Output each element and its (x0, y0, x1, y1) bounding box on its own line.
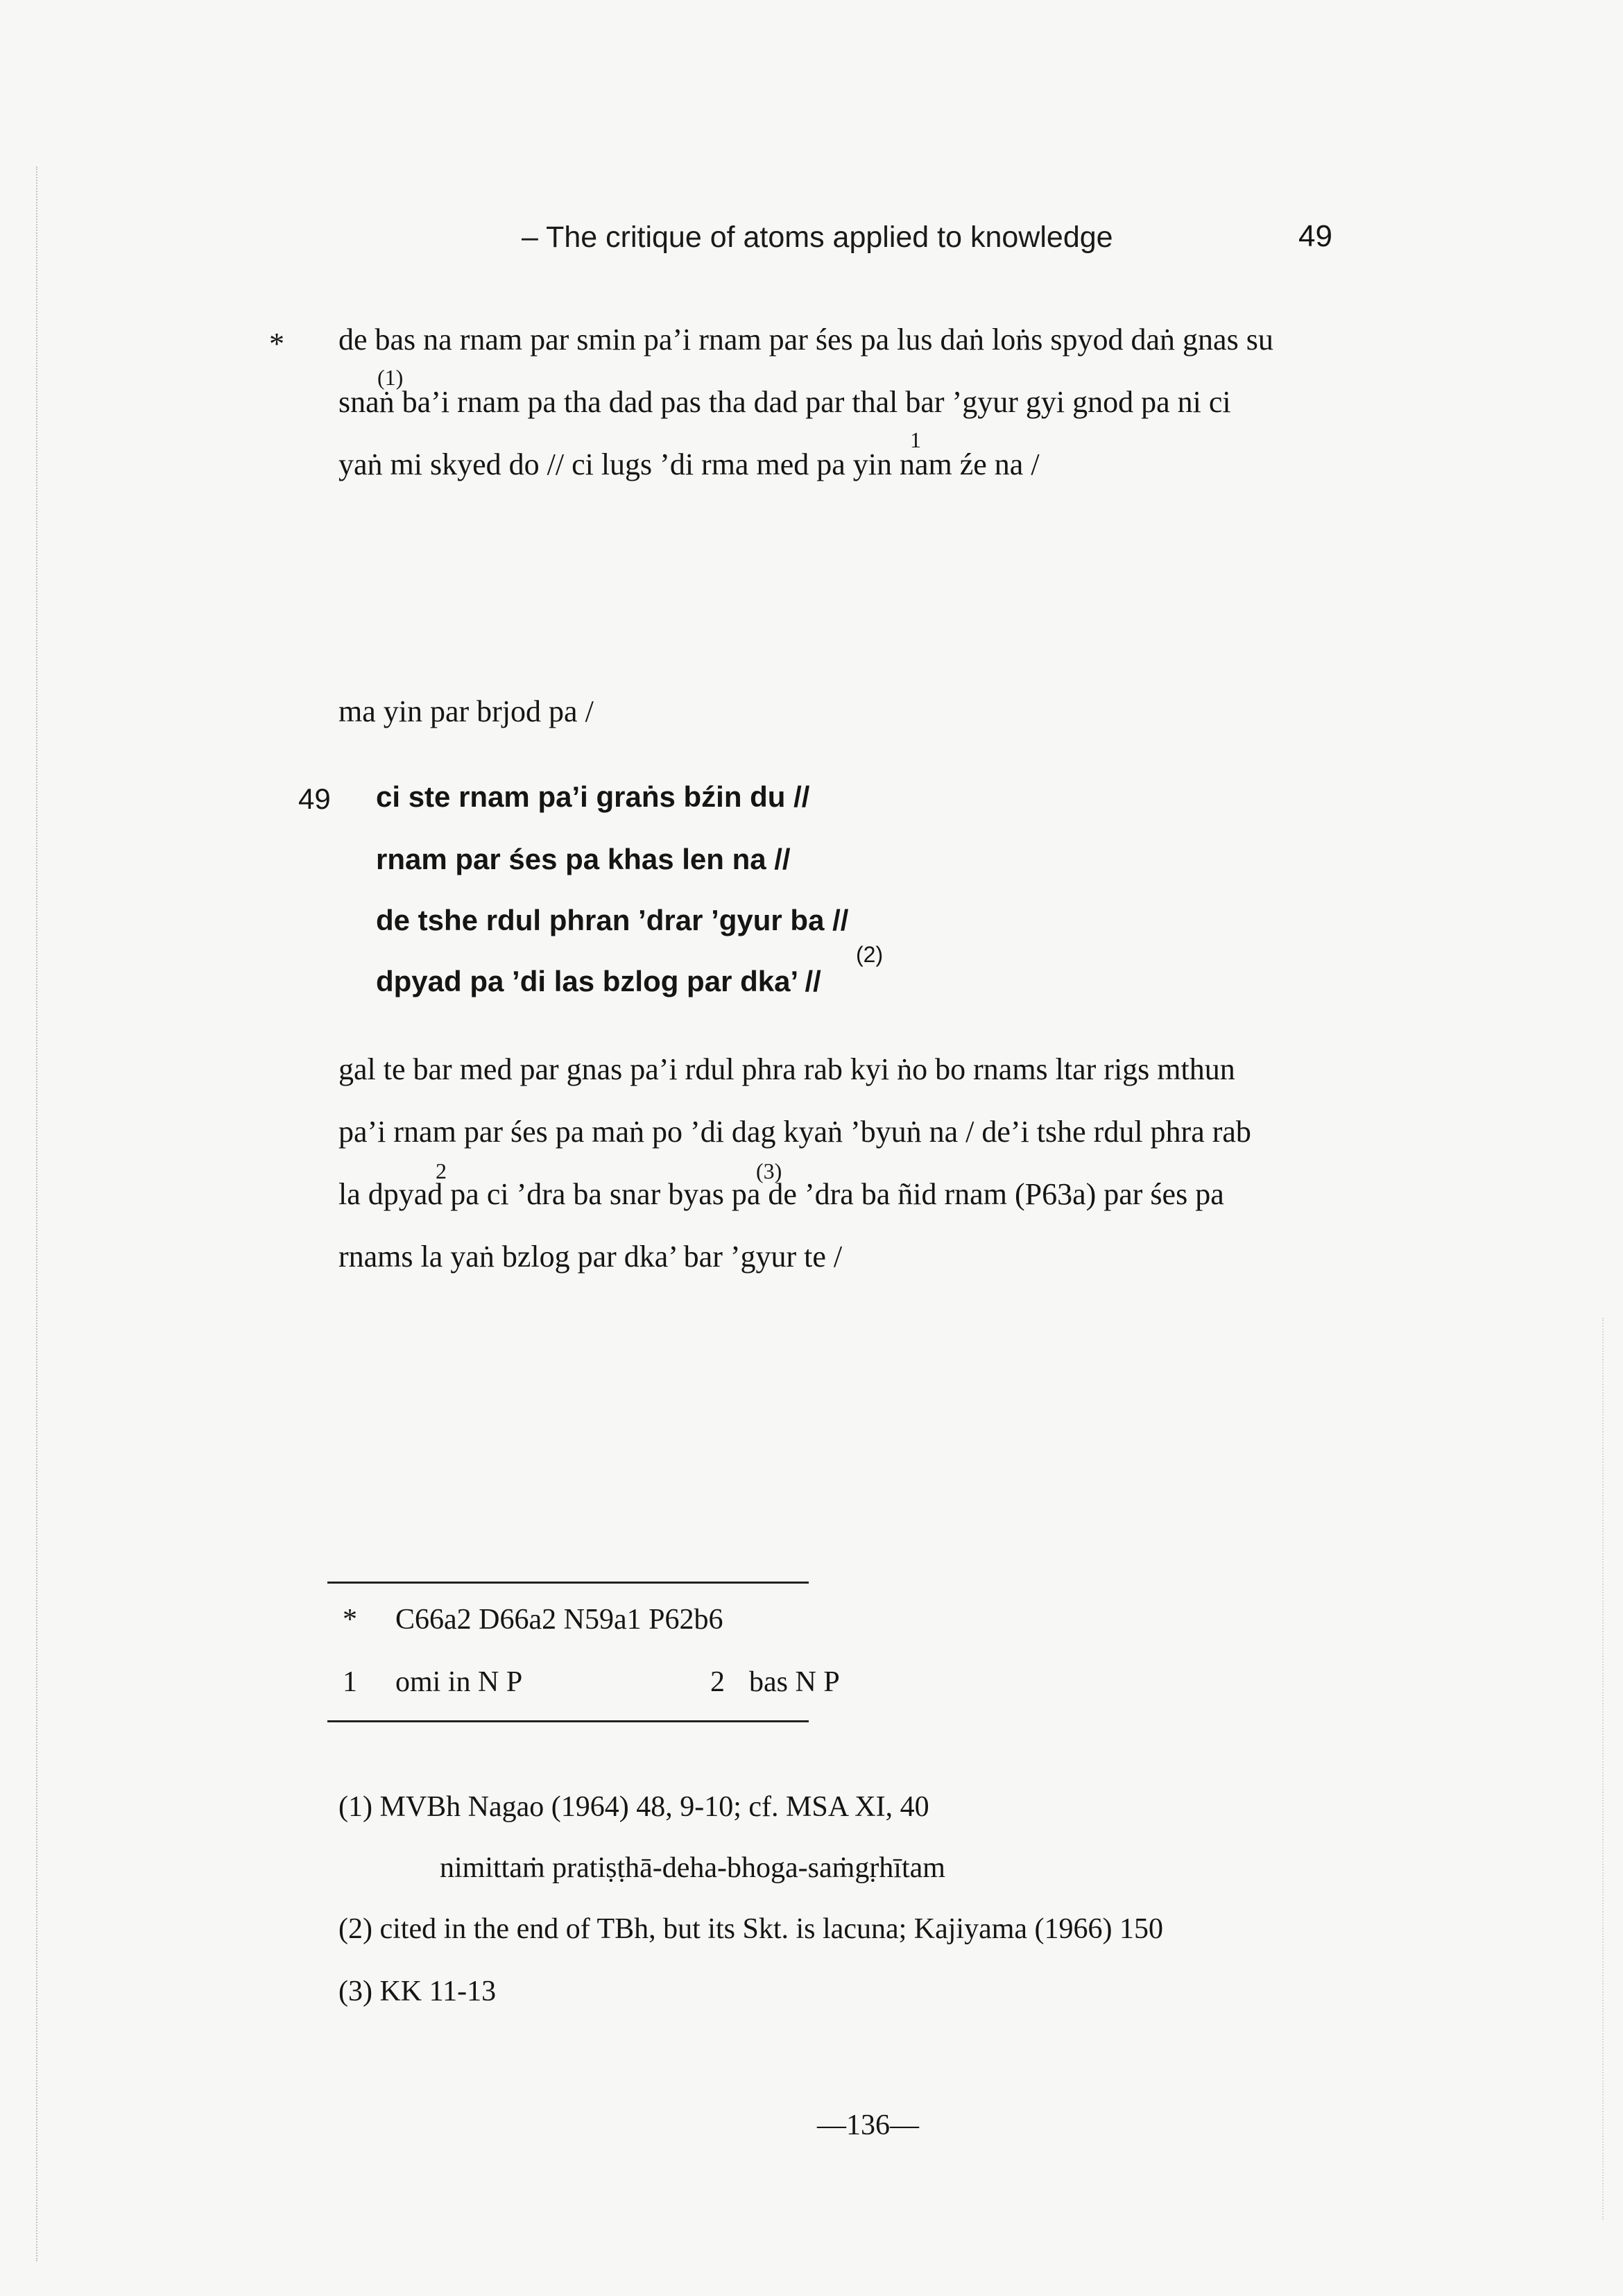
apparatus-sigla: C66a2 D66a2 N59a1 P62b6 (395, 1604, 723, 1636)
apparatus-note-2-number: 2 (710, 1666, 725, 1698)
verse-number: 49 (298, 782, 331, 815)
verse-line-3: de tshe rdul phran ’drar ’gyur ba // (376, 904, 849, 936)
para1-apparatus-ref-1: 1 (910, 427, 921, 452)
para2-line-1: gal te bar med par gnas pa’i rdul phra rab kyi ṅo bo rnams ltar rigs mthun (338, 1052, 1235, 1086)
footnote-1-continuation: nimittaṁ pratiṣṭhā-deha-bhoga-saṁgṛhītam (440, 1852, 945, 1884)
para2-footnote-ref-3: (3) (756, 1158, 782, 1183)
apparatus-note-1-number: 1 (343, 1666, 357, 1698)
intro-line: ma yin par brjod pa / (338, 694, 594, 728)
folio-number: —136— (817, 2109, 919, 2141)
scan-binding-edge (36, 166, 53, 2261)
para2-apparatus-ref-2: 2 (436, 1158, 447, 1183)
para2-line-3: la dpyad pa ci ’dra ba snar byas pa de ’dra ba ñid rnam (P63a) par śes pa (338, 1177, 1224, 1211)
page-number: 49 (1298, 219, 1332, 253)
para2-line-4: rnams la yaṅ bzlog par dka’ bar ’gyur te / (338, 1240, 843, 1274)
footnote-1: (1) MVBh Nagao (1964) 48, 9-10; cf. MSA XI, 40 (338, 1791, 929, 1823)
apparatus-rule-top (327, 1582, 809, 1584)
section-marker: * (269, 327, 284, 361)
apparatus-note-2-text: bas N P (749, 1666, 840, 1698)
para1-line-1: de bas na rnam par smin pa’i rnam par śes pa lus daṅ loṅs spyod daṅ gnas su (338, 323, 1273, 357)
apparatus-note-1-text: omi in N P (395, 1666, 523, 1698)
verse-line-1: ci ste rnam pa’i graṅs bźin du // (376, 780, 810, 813)
para2-line-2: pa’i rnam par śes pa maṅ po ’di dag kyaṅ ’byuṅ na / de’i tshe rdul phra rab (338, 1115, 1251, 1149)
verse-line-2: rnam par śes pa khas len na // (376, 843, 791, 875)
para1-line-3: yaṅ mi skyed do // ci lugs ’di rma med pa yin nam źe na / (338, 447, 1040, 481)
para1-footnote-ref-1: (1) (377, 365, 404, 390)
running-title: – The critique of atoms applied to knowledge (522, 221, 1113, 254)
apparatus-marker: * (343, 1604, 357, 1636)
footnote-2: (2) cited in the end of TBh, but its Skt. is lacuna; Kajiyama (1966) 150 (338, 1913, 1164, 1945)
verse-footnote-ref-2: (2) (856, 942, 884, 967)
scan-right-edge (1592, 1318, 1604, 2220)
footnote-3: (3) KK 11-13 (338, 1976, 497, 2007)
verse-line-4: dpyad pa ’di las bzlog par dka’ // (376, 965, 821, 997)
apparatus-rule-bottom (327, 1720, 809, 1722)
para1-line-2: snaṅ ba’i rnam pa tha dad pas tha dad par thal bar ’gyur gyi gnod pa ni ci (338, 385, 1231, 419)
